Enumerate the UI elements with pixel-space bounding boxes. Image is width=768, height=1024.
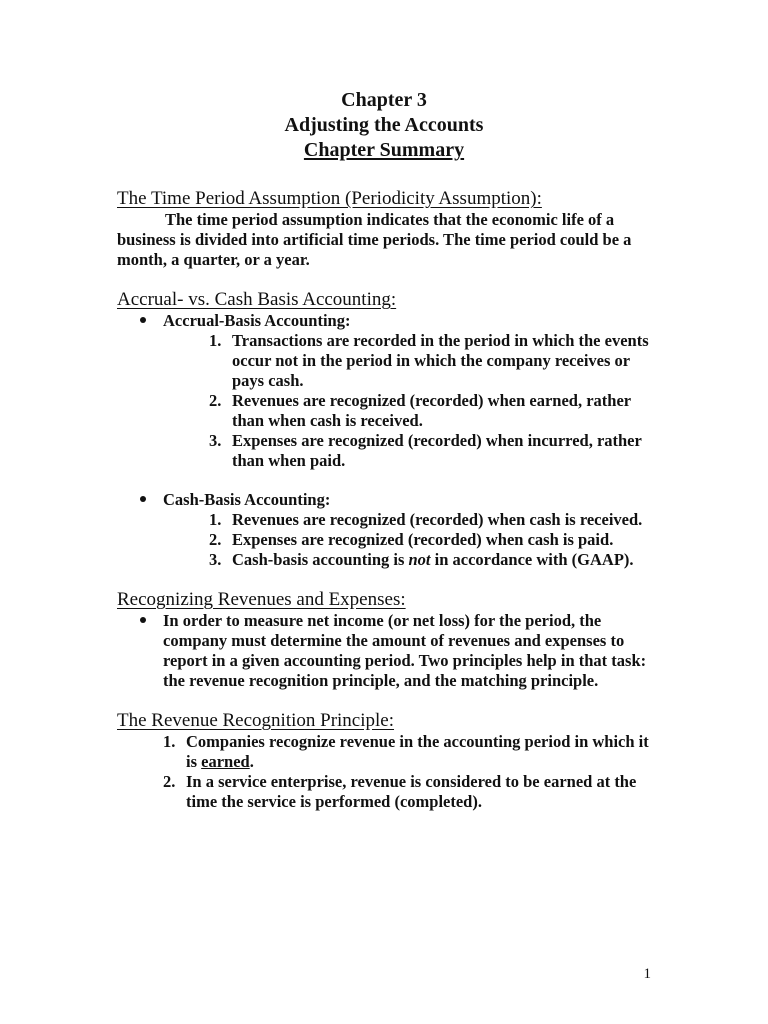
list-item [117, 490, 658, 510]
accrual-item-3: Expenses are recognized (recorded) when incurred, rather than when paid. [232, 431, 642, 470]
item-number: 2. [209, 530, 222, 549]
bullet-icon [140, 496, 146, 502]
item-number: 3. [209, 431, 222, 450]
chapter-number: Chapter 3 [341, 89, 427, 111]
revenue-item-1-before: Companies recognize revenue in the accounting period in which it is [186, 732, 649, 771]
section-heading-accrual-vs-cash: Accrual- vs. Cash Basis Accounting: [117, 289, 397, 310]
list-item [117, 311, 658, 331]
chapter-title-block [117, 88, 651, 163]
item-number: 1. [209, 510, 222, 529]
bullet-icon [140, 317, 146, 323]
recognizing-bullet-text: In order to measure net income (or net loss) for the period, the company must determine the amount of revenues and expenses to report in a given accounting period. Two principles help in that task: the revenue recognition principle, and the matching principle. [163, 611, 647, 690]
accrual-item-1: Transactions are recorded in the period in which the events occur not in the period in which the company receives or pays cash. [232, 331, 649, 390]
cash-item-3-after: in accordance with (GAAP). [430, 550, 634, 569]
cash-basis-label: Cash-Basis Accounting: [163, 490, 331, 509]
revenue-item-1-underlined: earned [201, 752, 250, 771]
accrual-items-list [117, 331, 658, 471]
item-number: 1. [209, 331, 222, 350]
list-item [117, 611, 658, 691]
cash-items-list [117, 510, 658, 570]
list-item [209, 530, 658, 550]
list-item [163, 732, 658, 772]
chapter-subtitle: Chapter Summary [303, 139, 465, 161]
list-item [163, 772, 658, 812]
section-heading-recognizing: Recognizing Revenues and Expenses: [117, 589, 406, 610]
cash-basis-list [117, 490, 658, 510]
page-number: 1 [643, 966, 651, 982]
chapter-title: Adjusting the Accounts [284, 114, 484, 136]
accrual-item-2: Revenues are recognized (recorded) when earned, rather than when cash is received. [232, 391, 631, 430]
item-number: 3. [209, 550, 222, 569]
item-number: 2. [209, 391, 222, 410]
cash-item-1: Revenues are recognized (recorded) when cash is received. [232, 510, 643, 529]
item-number: 1. [163, 732, 176, 751]
bullet-icon [140, 617, 146, 623]
revenue-item-1-after: . [249, 752, 254, 771]
cash-item-3-before: Cash-basis accounting is [232, 550, 409, 569]
list-item [209, 550, 658, 570]
recognizing-list [117, 611, 658, 691]
time-period-paragraph: The time period assumption indicates that the economic life of a business is divided into artificial time periods. The time period could be a month, a quarter, or a year. [117, 210, 632, 269]
section-heading-time-period: The Time Period Assumption (Periodicity Assumption): [117, 188, 542, 209]
list-item [209, 510, 658, 530]
revenue-item-2: In a service enterprise, revenue is considered to be earned at the time the service is performed (completed). [186, 772, 637, 811]
revenue-recognition-list [117, 732, 658, 812]
list-item [209, 331, 658, 391]
accrual-cash-list [117, 311, 658, 331]
section-heading-revenue-recognition: The Revenue Recognition Principle: [117, 710, 395, 731]
accrual-basis-label: Accrual-Basis Accounting: [163, 311, 351, 330]
list-item [209, 431, 658, 471]
cash-item-2: Expenses are recognized (recorded) when cash is paid. [232, 530, 614, 549]
cash-item-3-emphasis: not [408, 550, 431, 569]
item-number: 2. [163, 772, 176, 791]
list-item [209, 391, 658, 431]
